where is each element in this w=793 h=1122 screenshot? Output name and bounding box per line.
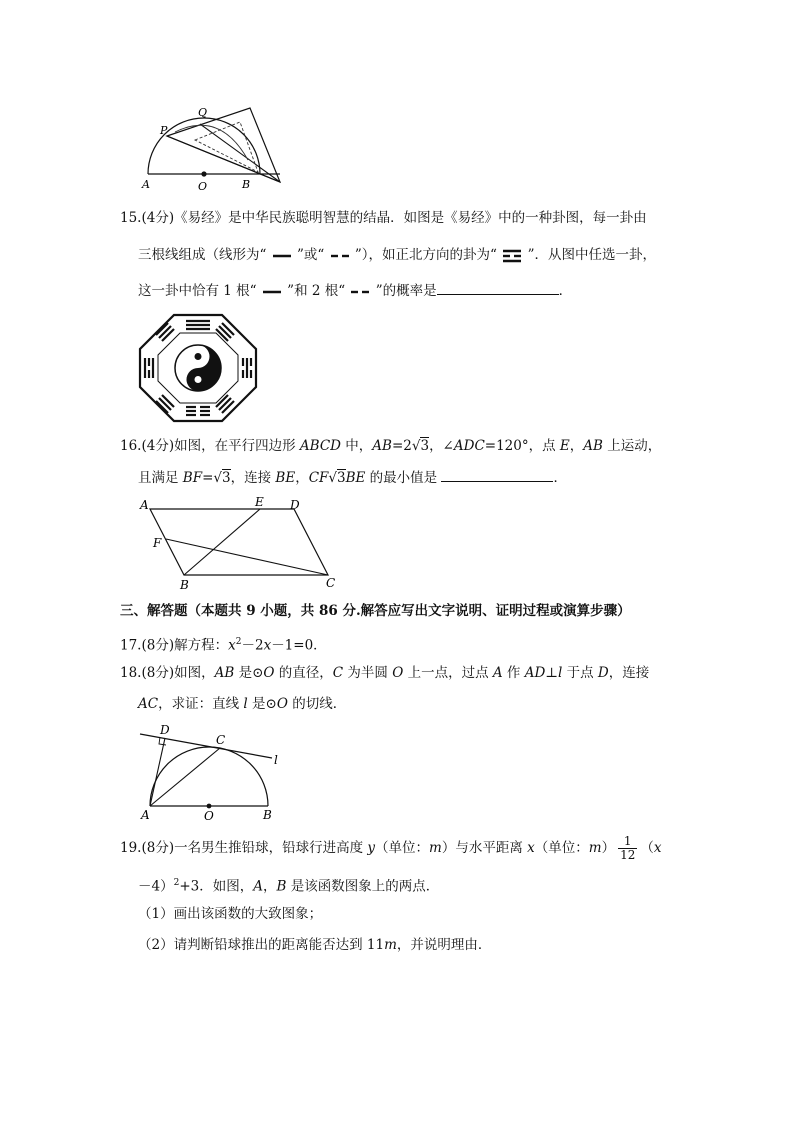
q15-text2d: ”．从图中任选一卦，	[527, 247, 656, 263]
q18-line1	[120, 663, 649, 683]
q16-text: 的最小值是	[365, 470, 442, 486]
q19-y: y	[367, 840, 376, 856]
semicircle-arc	[150, 747, 268, 806]
label-a: A	[140, 498, 149, 512]
yang-line-icon	[271, 251, 293, 261]
q16-number: 16.	[120, 438, 142, 454]
q16-sqrt: 3	[337, 470, 346, 486]
q18-l: l	[243, 696, 248, 712]
q18-text: ，连接	[608, 665, 650, 681]
segment-be	[184, 509, 260, 575]
q16-eq: =2	[391, 438, 412, 454]
q19-part2	[138, 935, 491, 955]
q15-line3	[138, 280, 572, 301]
figure-q14	[140, 100, 290, 195]
q18-text: 是⊙	[234, 665, 264, 681]
q17-text: －1=0．	[271, 637, 327, 654]
q19-x: x	[653, 840, 662, 856]
label-q: Q	[198, 106, 208, 119]
q16-sqrt: 3	[222, 470, 231, 486]
q19-line2	[138, 873, 439, 897]
q17-x: x	[263, 637, 272, 654]
q19-text: ，	[262, 878, 277, 895]
center-point	[201, 171, 206, 176]
q18-text: 作	[502, 665, 525, 681]
q19-text: －4）	[138, 878, 174, 895]
label-l: l	[274, 753, 278, 767]
fraction	[618, 835, 637, 862]
q17-score: (8分)	[141, 637, 175, 654]
q16-end: ．	[553, 470, 567, 486]
q19-x: x	[527, 840, 535, 856]
figure-q16-parallelogram	[138, 495, 348, 595]
label-o: O	[204, 809, 214, 822]
q16-e: E	[559, 438, 570, 454]
q18-l: l	[558, 665, 563, 681]
q16-text: 中，	[340, 438, 373, 454]
q19-m: m	[588, 840, 602, 856]
q19-text: ）与水平距离	[441, 840, 528, 856]
sqrt-sign: √	[328, 470, 337, 486]
q19-text: （单位：	[375, 840, 430, 856]
q15-score: (4分)	[141, 210, 175, 226]
q19-text: ）	[601, 840, 616, 856]
yin-line-icon	[349, 287, 371, 297]
q19-m: m	[429, 840, 442, 856]
q18-text: ⊥	[545, 665, 558, 681]
label-b: B	[242, 178, 251, 191]
label-d: D	[290, 498, 300, 512]
q16-ab: AB	[372, 438, 392, 454]
q16-text: ，连接	[230, 470, 276, 486]
yin-line-icon	[329, 251, 351, 261]
answer-blank-q15[interactable]	[437, 280, 559, 295]
q19-b: B	[276, 878, 287, 895]
q15-text3b: ”和 2 根“	[287, 283, 346, 299]
q16-text: =120°，点	[484, 438, 560, 454]
q15-number: 15.	[120, 210, 142, 226]
q15-line2	[138, 245, 656, 265]
triangle	[167, 108, 280, 182]
yin-yang-icon	[175, 345, 221, 391]
q19-text: 是该函数图象上的两点．	[286, 878, 440, 895]
q19-a: A	[253, 878, 263, 895]
fraction-numerator: 1	[618, 835, 637, 849]
q15-end: ．	[558, 283, 573, 299]
q18-ad: AD	[524, 665, 546, 681]
q19-text: +3．如图，	[179, 878, 254, 895]
label-p: P	[160, 124, 168, 137]
q18-text: 是⊙	[247, 696, 277, 712]
q18-a: A	[492, 665, 503, 681]
q16-text: 且满足	[138, 470, 183, 486]
q18-number: 18.	[120, 665, 142, 681]
q16-line2	[138, 467, 567, 488]
label-o: O	[198, 180, 208, 193]
q16-be: BE	[275, 470, 296, 486]
q17-exp: 2	[235, 637, 242, 647]
q15-text3c: ”的概率是	[375, 283, 437, 299]
q16-text: ，∠	[429, 438, 454, 454]
q16-be: BE	[345, 470, 366, 486]
q16-sqrt: 3	[420, 438, 430, 454]
label-a: A	[141, 808, 150, 822]
q15-text2a: 三根线组成（线形为“	[138, 247, 267, 263]
q19-text: （2）请判断铅球推出的距离能否达到 11	[138, 937, 385, 953]
q18-ab: AB	[214, 665, 235, 681]
q16-adc: ADC	[453, 438, 485, 454]
q16-ab: AB	[583, 438, 603, 454]
q18-text: 于点	[562, 665, 598, 681]
label-a: A	[142, 178, 150, 191]
q16-line1	[120, 436, 661, 456]
q17-number: 17.	[120, 637, 142, 654]
q16-text: 上运动，	[602, 438, 662, 454]
q18-d: D	[597, 665, 609, 681]
q18-o: O	[392, 665, 404, 681]
q19-part1: （1）画出该函数的大致图象；	[138, 906, 323, 922]
q15-line1	[120, 208, 647, 228]
fraction-denominator: 12	[620, 848, 636, 862]
figure-q18	[138, 722, 288, 822]
q19-text: （单位：	[534, 840, 589, 856]
q16-text: ，	[295, 470, 309, 486]
q15-text1: 《易经》是中华民族聪明智慧的结晶．如图是《易经》中的一种卦图，每一卦由	[174, 210, 647, 226]
q18-c: C	[332, 665, 344, 681]
label-b: B	[180, 578, 189, 592]
label-b: B	[263, 808, 272, 822]
q16-text: ，	[569, 438, 584, 454]
q16-cf: CF	[308, 470, 329, 486]
answer-blank-q16[interactable]	[441, 467, 553, 482]
q19-score: (8分)	[141, 840, 175, 856]
yang-line-icon	[261, 287, 283, 297]
q18-text: 的直径，	[274, 665, 333, 681]
q19-line1	[120, 835, 662, 862]
label-c: C	[326, 576, 336, 590]
sqrt-sign: √	[213, 470, 223, 486]
bagua-figure	[138, 313, 258, 423]
q18-score: (8分)	[141, 665, 175, 681]
q16-eq: =	[202, 470, 214, 486]
q17	[120, 632, 327, 656]
sqrt-sign: √	[411, 438, 421, 454]
q17-x: x	[228, 637, 236, 654]
q16-bf: BF	[182, 470, 203, 486]
q16-abcd: ABCD	[299, 438, 341, 454]
q18-text: 为半圆	[343, 665, 393, 681]
q18-o: O	[263, 665, 275, 681]
q19-m: m	[384, 937, 397, 953]
q18-text: ，求证：直线	[158, 696, 244, 712]
q18-text: 如图，	[174, 665, 215, 681]
q18-ac: AC	[138, 696, 159, 712]
q18-text: 的切线．	[287, 696, 347, 712]
section-heading: 三、解答题（本题共 9 小题，共 86 分.解答应写出文字说明、证明过程或演算步骤）	[120, 603, 631, 619]
q18-text: 上一点，过点	[403, 665, 493, 681]
label-c: C	[216, 733, 226, 747]
parallelogram	[150, 509, 328, 575]
label-d: D	[160, 723, 170, 737]
q19-exp: 2	[173, 878, 180, 888]
q17-text: －2	[241, 637, 264, 654]
q16-text: 如图，在平行四边形	[174, 438, 300, 454]
q19-text: （	[640, 840, 654, 856]
q19-text: 一名男生推铅球，铅球行进高度	[174, 840, 368, 856]
q16-score: (4分)	[141, 438, 175, 454]
q15-text2c: ”），如正北方向的卦为“	[354, 247, 497, 263]
q18-line2	[138, 694, 346, 714]
label-f: F	[153, 536, 162, 550]
q19-number: 19.	[120, 840, 142, 856]
q18-o: O	[276, 696, 288, 712]
q17-text: 解方程：	[174, 637, 229, 654]
q15-text2b: ”或“	[297, 247, 325, 263]
q15-text3a: 这一卦中恰有 1 根“	[138, 283, 257, 299]
north-gua-icon	[501, 248, 523, 264]
q19-text: ，并说明理由．	[396, 937, 492, 953]
label-e: E	[255, 495, 264, 509]
center-point	[207, 804, 212, 809]
